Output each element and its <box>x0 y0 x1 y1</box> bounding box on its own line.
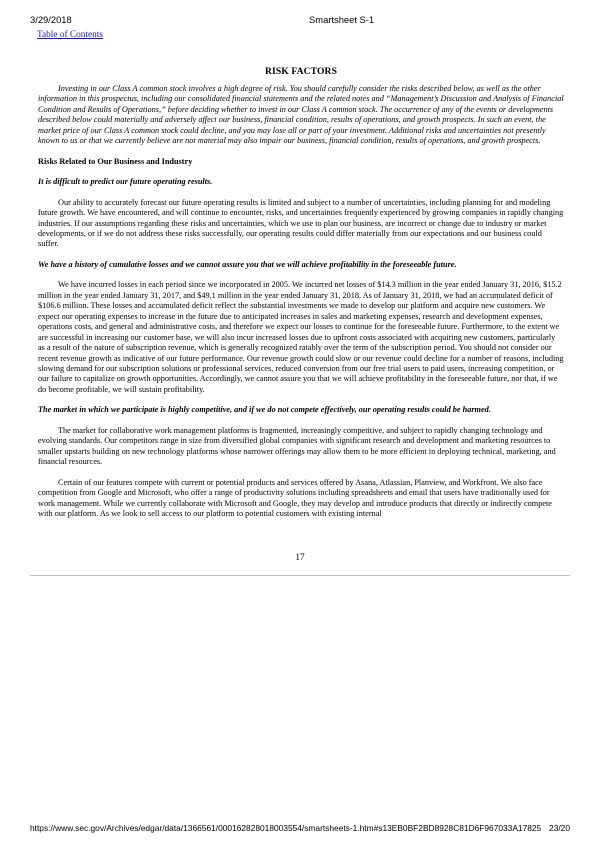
risk-paragraph: The market for collaborative work management platforms is fragmented, increasingly competitive, and subject to rapidly changing technology and evolving standards. Our competitors range in size from diversified global companies with significant research and development and marketing resources to smaller upstarts building on new technology platforms whose narrower offerings may allow them to be more efficient in deploying technical, marketing, and financial resources. <box>38 425 556 467</box>
risk-paragraph: We have incurred losses in each period since we incorporated in 2005. We incurred net losses of $14.3 million in the year ended January 31, 2016, $15.2 million in the year ended January 31, 2017, and $49.1 million in the year ended January 31, 2018. As of January 31, 2018, we had an accumulated deficit of $106.6 million. These losses and accumulated deficit reflect the substantial investments we made to develop our platform and acquire new customers. We expect our operating expenses to increase in the future due to anticipated increases in sales and marketing expenses, research and development expenses, operations costs, and general and administrative costs, and therefore we expect our losses to continue for the foreseeable future. Furthermore, to the extent we are successful in increasing our customer base, we will also incur increased losses due to upfront costs associated with acquiring new customers, particularly as a result of the nature of subscription revenue, which is generally recognized ratably over the term of the subscription period. You should not consider our recent revenue growth as indicative of our future performance. Our revenue growth could slow or our revenue could decline for a number of reasons, including slowing demand for our subscription solutions or professional services, reduced conversion from our free trial users to paid users, increasing competition, or our failure to capitalize on growth opportunities. Accordingly, we cannot assure you that we will achieve profitability in the foreseeable future, nor that, if we do become profitable, we will sustain profitability. <box>38 280 564 394</box>
section-title: RISK FACTORS <box>264 66 337 77</box>
risk-paragraph: Our ability to accurately forecast our future operating results is limited and subject to a number of uncertainties, including planning for and modeling future growth. We have encountered, and will continue to encounter, risks, and uncertainties frequently experienced by growing companies in rapidly changing industries. If our assumptions regarding these risks and uncertainties, which we use to plan our business, are incorrect or change due to industry or market developments, or if we do not address these risks successfully, our operating results could differ materially from our expectations and our business could suffer. <box>38 197 564 249</box>
page-number: 17 <box>295 553 305 563</box>
page-divider <box>30 575 570 576</box>
document-title: Smartsheet S-1 <box>309 14 375 25</box>
intro-paragraph: Investing in our Class A common stock involves a high degree of risk. You should carefully consider the risks described below, as well as the other information in this prospectus, including our consolidated financial statements and the related notes and “Management’s Discussion and Analysis of Financial Condition and Results of Operations,” before deciding whether to invest in our Class A common stock. The occurrence of any of the events or developments described below could materially and adversely affect our business, financial condition, results of operations, and growth prospects. In such an event, the market price of our Class A common stock could decline, and you may lose all or part of your investment. Additional risks and uncertainties not presently known to us or that we currently believe are not material may also impair our business, financial condition, results of operations, and growth prospects. <box>38 84 564 146</box>
source-url: https://www.sec.gov/Archives/edgar/data/1366561/000162828018003554/smartsheets-1.htm#s13EB0BF2BD8928C81D6F967033A17825 <box>30 823 542 833</box>
risk-heading: The market in which we participate is highly competitive, and if we do not compete effectively, our operating results could be harmed. <box>38 405 491 415</box>
risk-heading: It is difficult to predict our future operating results. <box>38 177 213 187</box>
print-date: 3/29/2018 <box>30 14 72 25</box>
risk-paragraph: Certain of our features compete with current or potential products and services offered by Asana, Atlassian, Planview, and Workfront. We also face competition from Google and Microsoft, who offer a range of productivity solutions including spreadsheets and email that users have traditionally used for work management. While we currently collaborate with Microsoft and Google, they may develop and introduce products that directly or indirectly compete with our platform. As we look to sell access to our platform to potential customers with existing internal <box>38 477 552 518</box>
table-of-contents-link[interactable]: Table of Contents <box>37 30 103 40</box>
print-page-count: 23/20 <box>549 823 570 833</box>
subsection-heading: Risks Related to Our Business and Industry <box>38 156 193 166</box>
risk-heading: We have a history of cumulative losses and we cannot assure you that we will achieve profitability in the foreseeable future. <box>38 259 457 269</box>
document-body <box>38 66 564 519</box>
